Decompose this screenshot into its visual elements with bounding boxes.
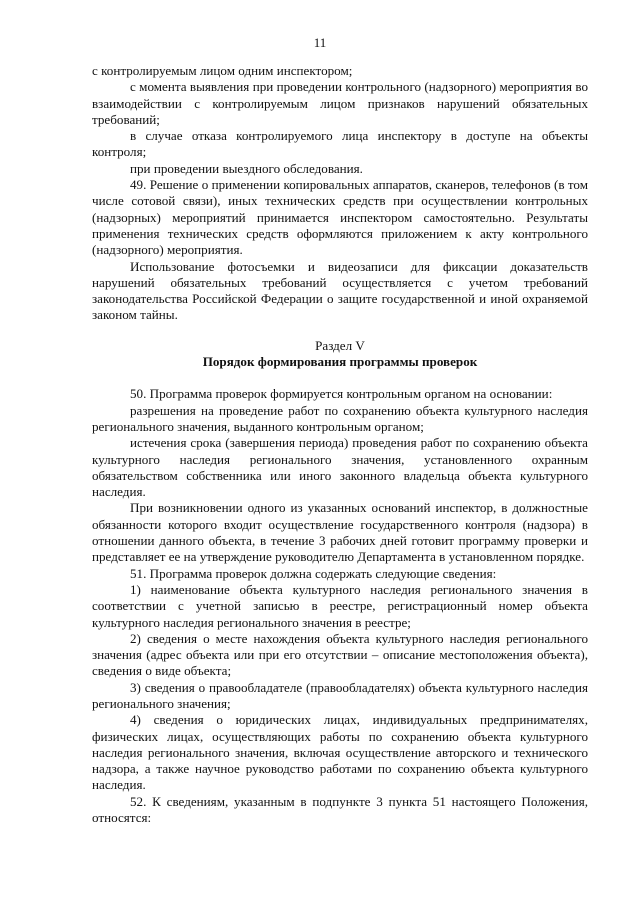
paragraph-item-52: 52. К сведениям, указанным в подпункте 3 пункта 51 настоящего Положения, относятся: [92, 793, 588, 826]
paragraph: При возникновении одного из указанных оснований инспектор, в должностные обязанности которого входит осуществление государственного контроля (надзора) в отношении данного объекта, в течение 3 рабочих дней готовит программу проверки и представляет ее на утверждение руководителю Департамента в установленном порядке. [92, 500, 588, 565]
paragraph: при проведении выездного обследования. [130, 160, 363, 176]
page-number: 11 [313, 35, 327, 50]
list-item: 4) сведения о юридических лицах, индивидуальных предпринимателях, физических лицах, осуществляющих работы по сохранению объекта культурного наследия регионального значения, включая осуществление авторского и технического надзора, а также научное руководство работами по сохранению объекта культурного наследия. [92, 712, 588, 793]
paragraph: Использование фотосъемки и видеозаписи для фиксации доказательств нарушений обязательных требований осуществляется с учетом требований законодательства Российской Федерации о защите государственной и иной охраняемой законом тайны. [92, 258, 588, 323]
section-label: Раздел V [315, 337, 365, 353]
paragraph-continuation: с контролируемым лицом одним инспектором; [92, 63, 353, 78]
document-body [92, 63, 588, 826]
paragraph-item-49: 49. Решение о применении копировальных аппаратов, сканеров, телефонов (в том числе сотовой связи), иных технических средств при осуществлении контрольных (надзорных) мероприятий принимается инспектором самостоятельно. Результаты применения технических средств оформляются приложением к акту контрольного (надзорного) мероприятия. [92, 177, 588, 258]
paragraph: истечения срока (завершения периода) проведения работ по сохранению объекта культурного наследия регионального значения, установленного охранным обязательством собственника или иного законного владельца объекта культурного наследия. [92, 435, 588, 500]
list-item: 1) наименование объекта культурного наследия регионального значения в соответствии с учетной записью в реестре, регистрационный номер объекта культурного наследия регионального значения в реестре; [92, 581, 588, 630]
section-title: Порядок формирования программы проверок [202, 354, 478, 370]
paragraph: с момента выявления при проведении контрольного (надзорного) мероприятия во взаимодействии с контролируемым лицом признаков нарушений обязательных требований; [92, 79, 588, 127]
list-item: 3) сведения о правообладателе (правообладателях) объекта культурного наследия регионального значения; [92, 679, 588, 711]
paragraph: разрешения на проведение работ по сохранению объекта культурного наследия регионального значения, выданного контрольным органом; [92, 402, 588, 434]
section-heading [92, 338, 588, 371]
list-item: 2) сведения о месте нахождения объекта культурного наследия регионального значения (адрес объекта или при его отсутствии – описание местоположения объекта), сведения о виде объекта; [92, 630, 588, 679]
paragraph: в случае отказа контролируемого лица инспектору в доступе на объекты контроля; [92, 128, 588, 160]
paragraph-item-51: 51. Программа проверок должна содержать следующие сведения: [130, 565, 497, 581]
paragraph-item-50: 50. Программа проверок формируется контрольным органом на основании: [130, 386, 553, 402]
